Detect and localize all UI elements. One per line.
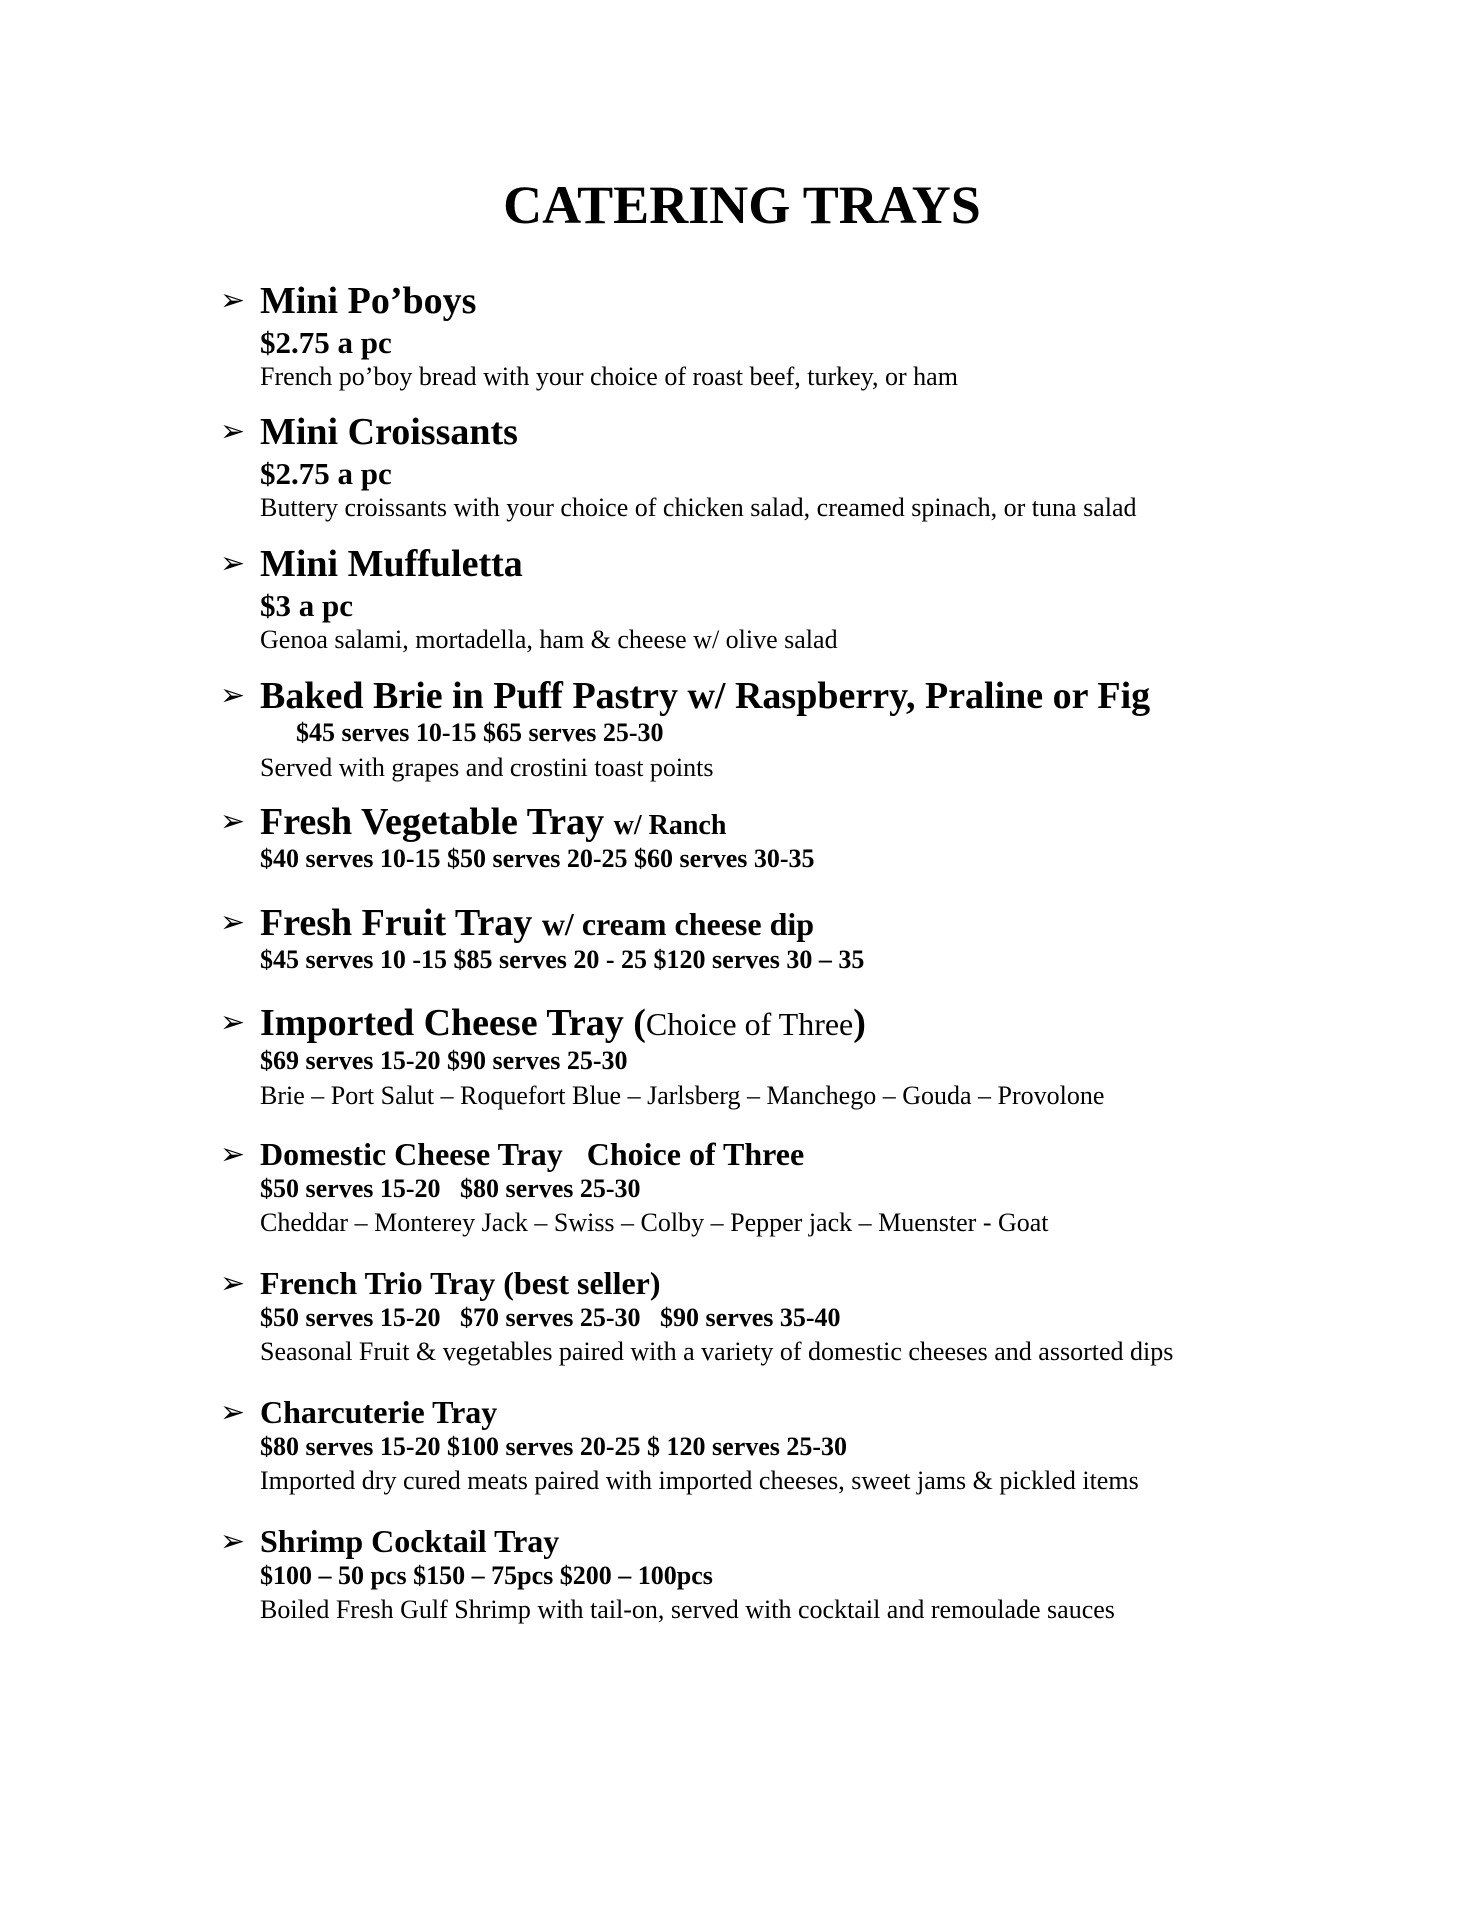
arrow-bullet-icon: ➢ (220, 1266, 246, 1301)
arrow-bullet-icon: ➢ (220, 804, 246, 839)
item-title: Baked Brie in Puff Pastry w/ Raspberry, Praline or Fig (260, 675, 1151, 717)
item-description: French po’boy bread with your choice of roast beef, turkey, or ham (260, 362, 958, 391)
item-title: Charcuterie Tray (260, 1394, 498, 1430)
item-title-name: Fresh Fruit Tray (260, 902, 533, 944)
item-price: $69 serves 15-20 $90 serves 25-30 (260, 1046, 628, 1075)
item-title: Mini Po’boys (260, 280, 477, 322)
item-price: $80 serves 15-20 $100 serves 20-25 $ 120 serves 25-30 (260, 1432, 848, 1461)
arrow-bullet-icon: ➢ (220, 1524, 246, 1559)
arrow-bullet-icon: ➢ (220, 283, 246, 318)
item-description: Imported dry cured meats paired with imported cheeses, sweet jams & pickled items (260, 1466, 1139, 1495)
arrow-bullet-icon: ➢ (220, 678, 246, 713)
arrow-bullet-icon: ➢ (220, 1005, 246, 1040)
arrow-bullet-icon: ➢ (220, 1137, 246, 1172)
item-title (260, 803, 726, 841)
item-title-suffix: w/ Ranch (613, 810, 727, 841)
item-title-name: Fresh Vegetable Tray (260, 801, 605, 843)
item-title (260, 904, 814, 942)
item-price: $45 serves 10-15 $65 serves 25-30 (296, 718, 664, 747)
item-description: Served with grapes and crostini toast points (260, 753, 714, 782)
arrow-bullet-icon: ➢ (220, 1395, 246, 1430)
item-price: $2.75 a pc (260, 456, 392, 491)
arrow-bullet-icon: ➢ (220, 546, 246, 581)
item-description: Buttery croissants with your choice of chicken salad, creamed spinach, or tuna salad (260, 493, 1137, 522)
item-title-close: ) (853, 1002, 866, 1044)
item-title (260, 1004, 866, 1042)
item-price: $2.75 a pc (260, 325, 392, 360)
item-description: Genoa salami, mortadella, ham & cheese w/ olive salad (260, 625, 838, 654)
item-description: Seasonal Fruit & vegetables paired with a variety of domestic cheeses and assorted dips (260, 1337, 1174, 1366)
item-title-name: Imported Cheese Tray ( (260, 1002, 646, 1044)
item-price: $50 serves 15-20 $80 serves 25-30 (260, 1174, 641, 1203)
arrow-bullet-icon: ➢ (220, 905, 246, 940)
item-price: $45 serves 10 -15 $85 serves 20 - 25 $120 serves 30 – 35 (260, 945, 865, 974)
item-title: Mini Muffuletta (260, 543, 523, 585)
arrow-bullet-icon: ➢ (220, 414, 246, 449)
item-title-suffix: Choice of Three (645, 1006, 854, 1042)
item-price: $40 serves 10-15 $50 serves 20-25 $60 serves 30-35 (260, 844, 815, 873)
item-title: Mini Croissants (260, 411, 518, 453)
item-price: $50 serves 15-20 $70 serves 25-30 $90 serves 35-40 (260, 1303, 841, 1332)
item-title-suffix: w/ cream cheese dip (541, 906, 815, 942)
item-title: French Trio Tray (best seller) (260, 1265, 661, 1301)
item-title: Shrimp Cocktail Tray (260, 1523, 560, 1559)
item-price: $100 – 50 pcs $150 – 75pcs $200 – 100pcs (260, 1561, 713, 1590)
item-title: Domestic Cheese Tray Choice of Three (260, 1136, 805, 1172)
item-description: Boiled Fresh Gulf Shrimp with tail-on, served with cocktail and remoulade sauces (260, 1595, 1115, 1624)
item-description: Brie – Port Salut – Roquefort Blue – Jarlsberg – Manchego – Gouda – Provolone (260, 1081, 1105, 1110)
item-price: $3 a pc (260, 588, 353, 623)
item-description: Cheddar – Monterey Jack – Swiss – Colby – Pepper jack – Muenster - Goat (260, 1208, 1049, 1237)
page-title: CATERING TRAYS (503, 175, 981, 235)
